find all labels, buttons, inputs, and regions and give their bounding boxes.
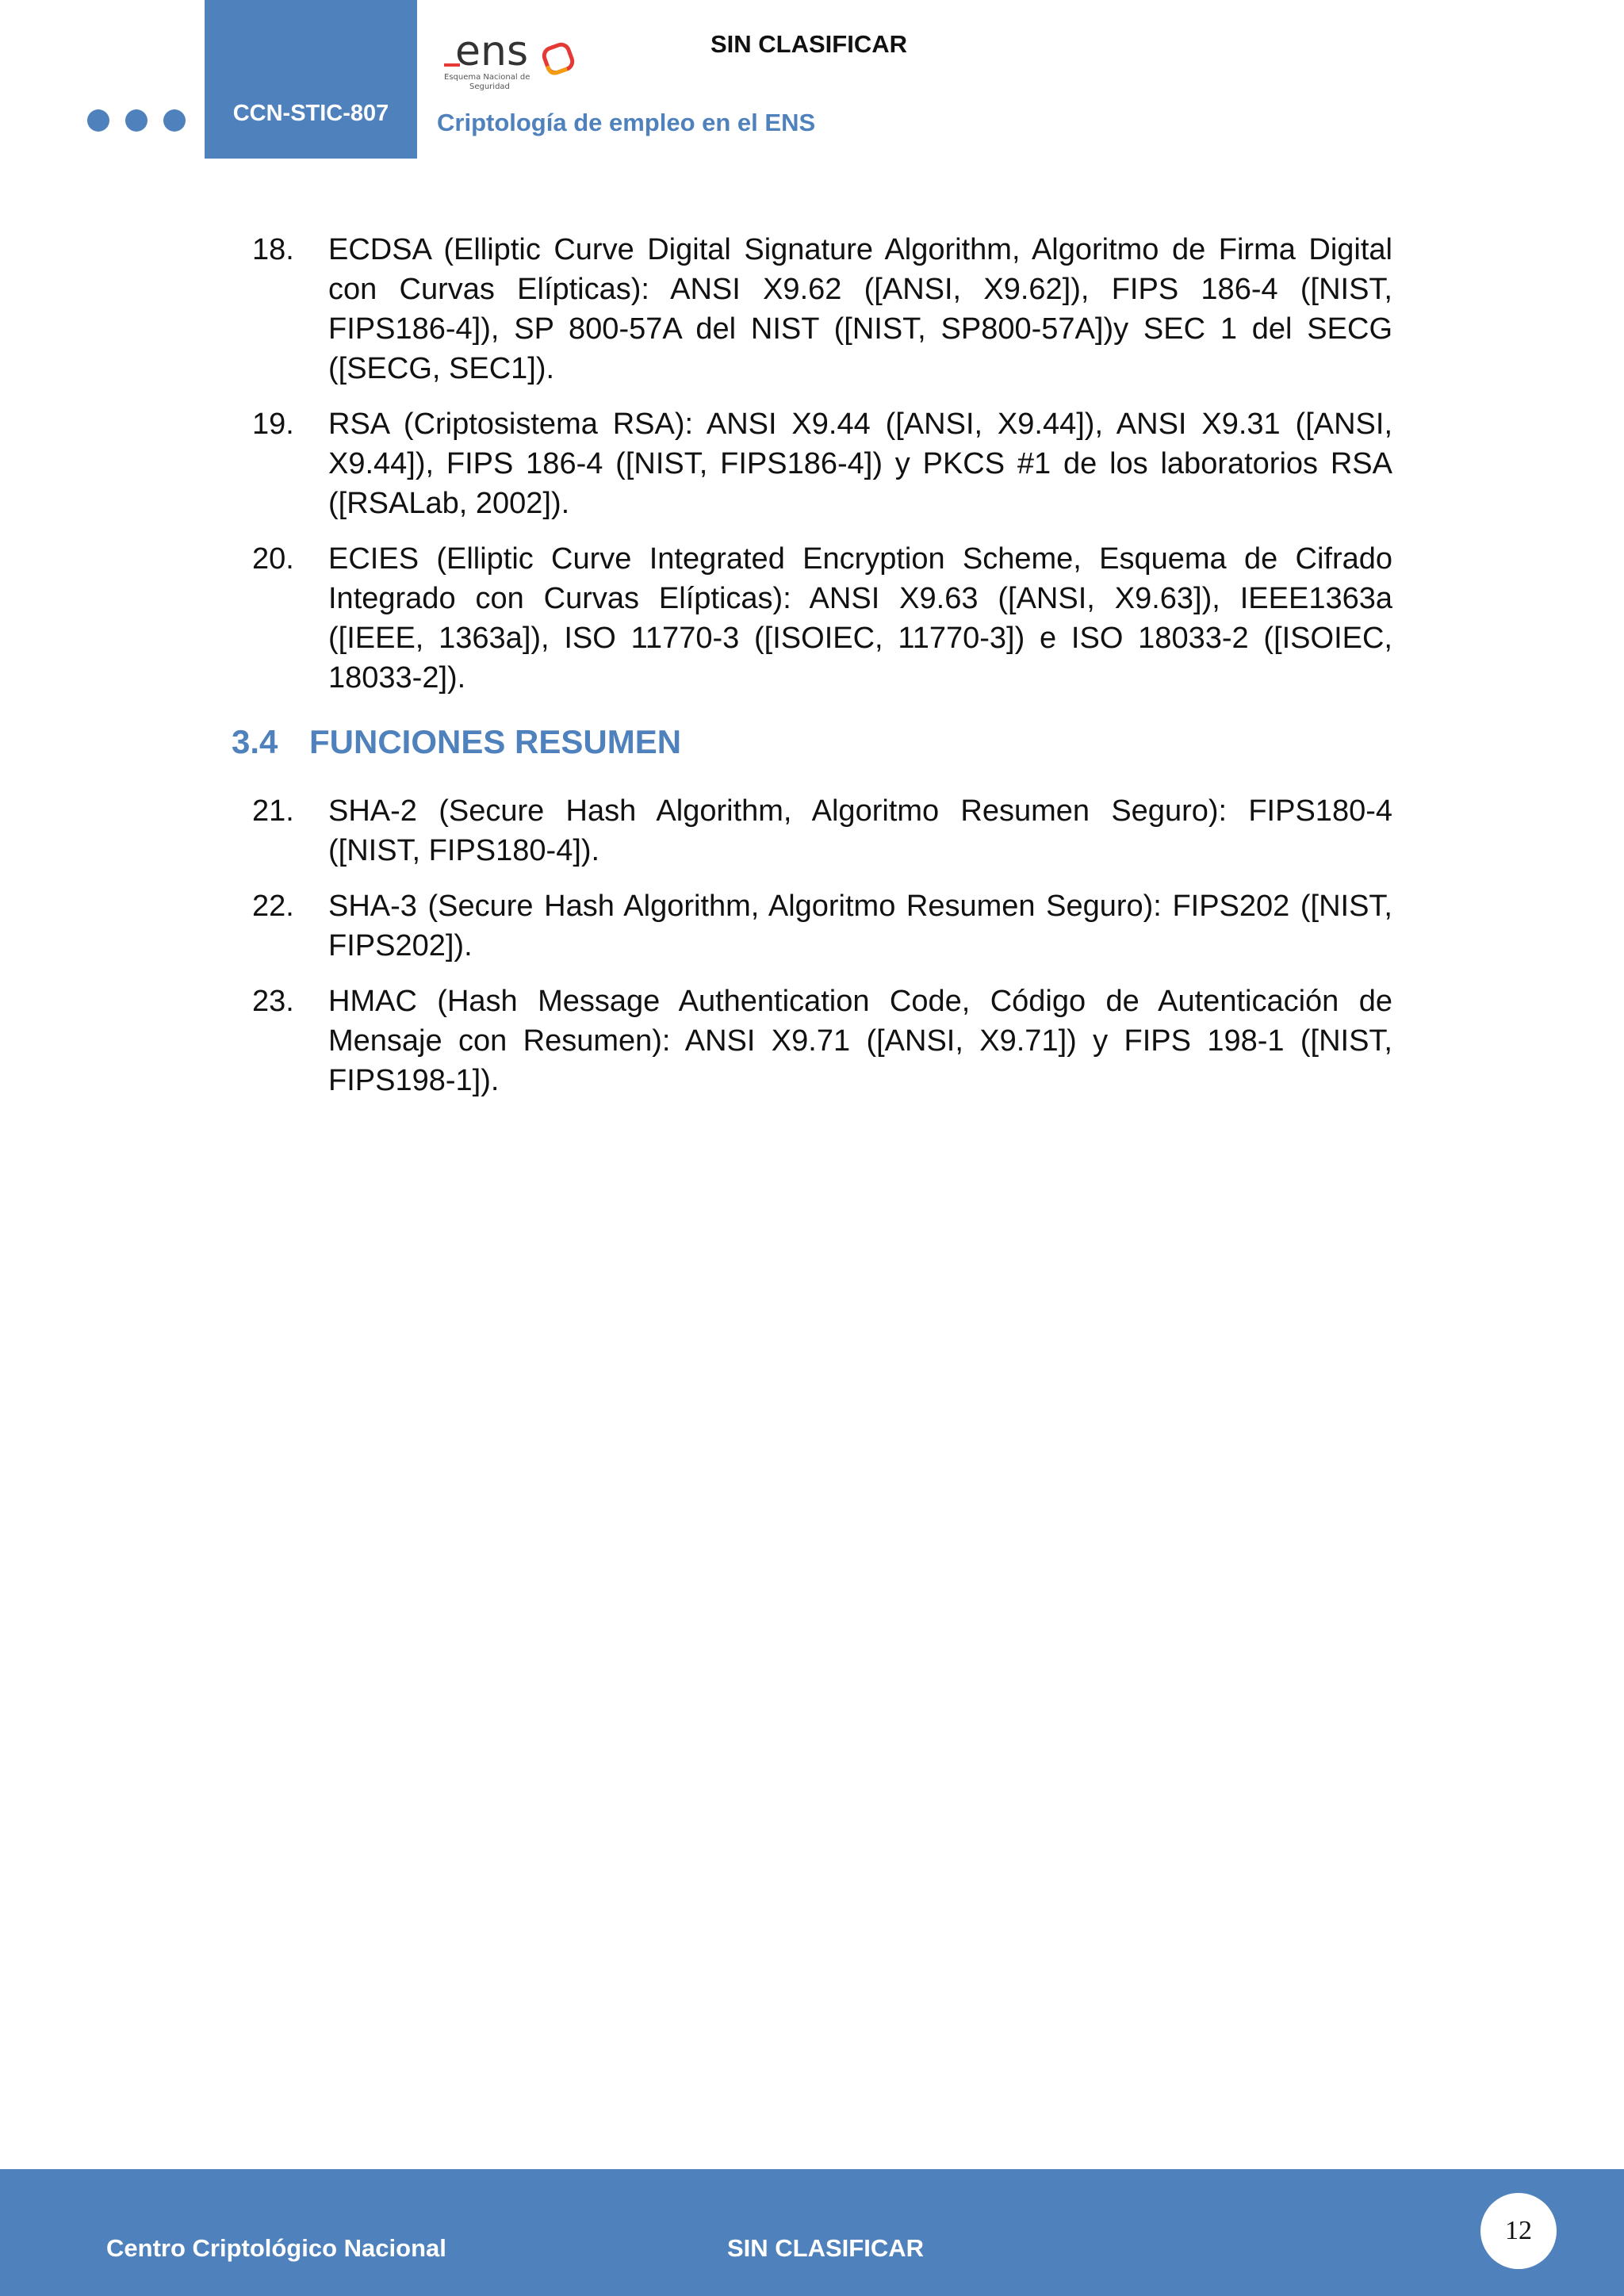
list-item-text: ECDSA (Elliptic Curve Digital Signature Algorithm, Algoritmo de Firma Digital con Curvas Elípticas): ANSI X9.62 ([ANSI, X9.62]), FIPS 186-4 ([NIST, FIPS186-4]), SP 800-57A del NIST ([NIST, SP800-57A])y SEC 1 del SECG ([SECG, SEC1]).: [328, 233, 1392, 385]
list-item-number: 22.: [252, 890, 294, 923]
ens-logo-icon: [441, 24, 584, 92]
logo-tagline-line2: Seguridad: [469, 82, 510, 91]
section-heading: [232, 720, 1392, 764]
header-dot: [163, 109, 186, 132]
header-dots: [87, 109, 186, 132]
list-item-text: HMAC (Hash Message Authentication Code, Código de Autenticación de Mensaje con Resumen): ANSI X9.71 ([ANSI, X9.71]) y FIPS 198-1 ([NIST, FIPS198-1]).: [328, 985, 1392, 1097]
list-item-text: SHA-3 (Secure Hash Algorithm, Algoritmo Resumen Seguro): FIPS202 ([NIST, FIPS202]).: [328, 890, 1392, 962]
list-item-text: RSA (Criptosistema RSA): ANSI X9.44 ([ANSI, X9.44]), ANSI X9.31 ([ANSI, X9.44]), FIPS 186-4 ([NIST, FIPS186-4]) y PKCS #1 de los laboratorios RSA ([RSALab, 2002]).: [328, 408, 1392, 520]
list-item: [232, 404, 1392, 523]
list-item-number: 19.: [252, 408, 294, 441]
list-item: [232, 886, 1392, 966]
section-number: 3.4: [232, 723, 278, 760]
section-title: FUNCIONES RESUMEN: [309, 723, 682, 760]
doc-code: CCN-STIC-807: [232, 100, 389, 126]
doc-code-box: [205, 0, 417, 159]
logo-tagline-line1: Esquema Nacional de: [444, 73, 530, 82]
list-item-text: ECIES (Elliptic Curve Integrated Encryption Scheme, Esquema de Cifrado Integrado con Curvas Elípticas): ANSI X9.63 ([ANSI, X9.63]), IEEE1363a ([IEEE, 1363a]), ISO 11770-3 ([ISOIEC, 11770-3]) e ISO 18033-2 ([ISOIEC, 18033-2]).: [328, 542, 1392, 695]
page-footer: [0, 2169, 1624, 2296]
list-item-number: 18.: [252, 233, 294, 266]
header-subtitle: Criptología de empleo en el ENS: [437, 109, 816, 136]
page-number: 12: [1480, 2193, 1557, 2269]
header-dot: [125, 109, 147, 132]
footer-classification: SIN CLASIFICAR: [727, 2234, 924, 2262]
list-item-number: 20.: [252, 542, 294, 576]
list-item-number: 23.: [252, 985, 294, 1018]
header-dot: [87, 109, 109, 132]
document-body: [232, 230, 1392, 1116]
header-classification: SIN CLASIFICAR: [710, 30, 907, 58]
logo-wordmark: ens: [455, 28, 529, 75]
list-item: [232, 539, 1392, 698]
list-item: [232, 982, 1392, 1100]
list-item: [232, 230, 1392, 388]
footer-organization: Centro Criptológico Nacional: [106, 2234, 446, 2262]
list-item-text: SHA-2 (Secure Hash Algorithm, Algoritmo Resumen Seguro): FIPS180-4 ([NIST, FIPS180-4]).: [328, 794, 1392, 867]
list-item-number: 21.: [252, 794, 294, 828]
list-item: [232, 791, 1392, 871]
